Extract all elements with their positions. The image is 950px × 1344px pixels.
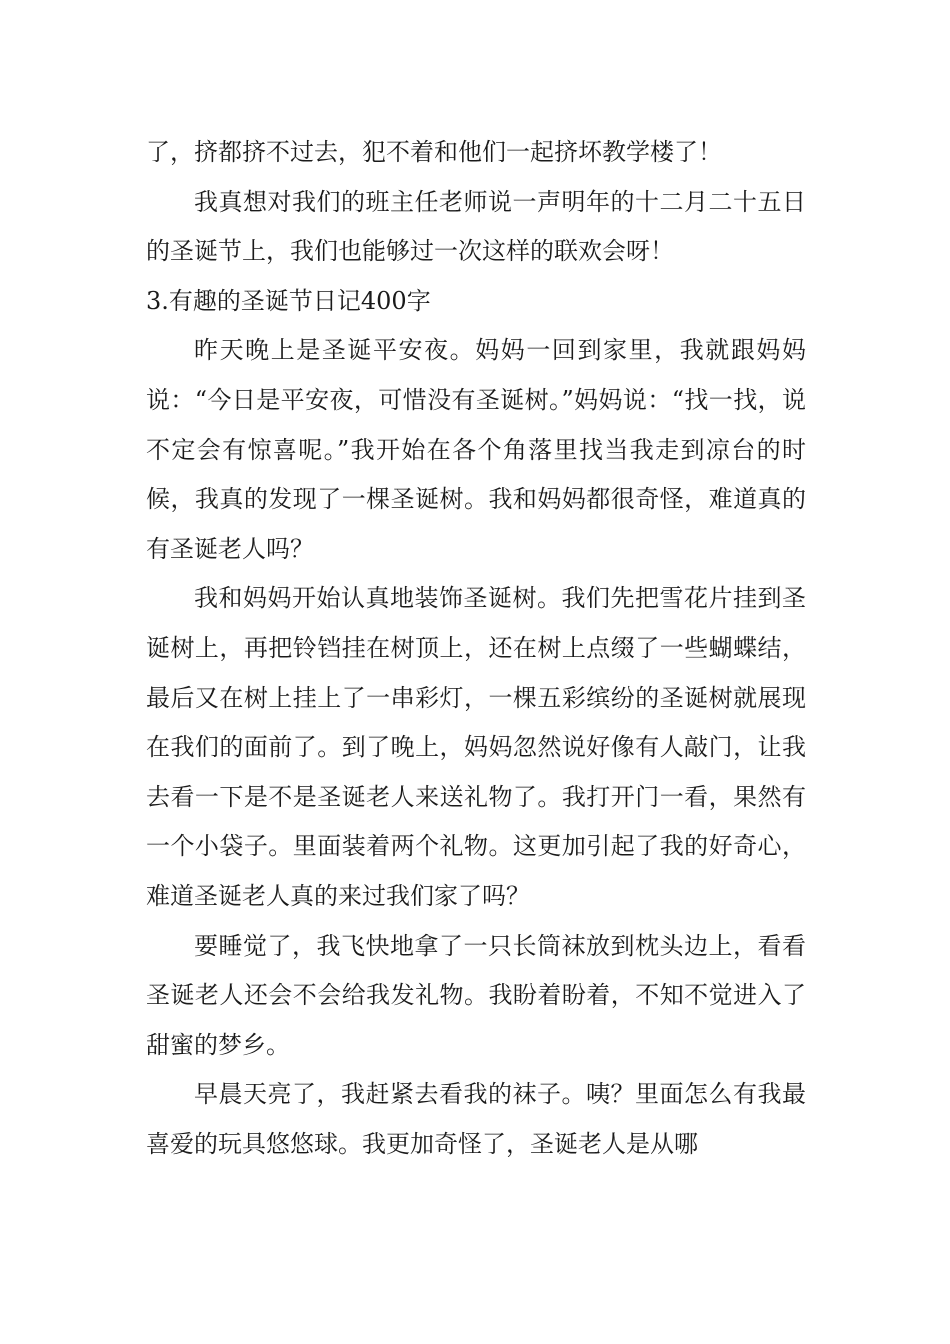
paragraph-continuation: 了，挤都挤不过去，犯不着和他们一起挤坏教学楼了！ (146, 138, 722, 166)
paragraph-bedtime: 要睡觉了，我飞快地拿了一只长筒袜放到枕头边上，看看圣诞老人还会不会给我发礼物。我盼着盼着，不知不觉进入了甜蜜的梦乡。 (146, 931, 806, 1059)
paragraph-decorating-tree: 我和妈妈开始认真地装饰圣诞树。我们先把雪花片挂到圣诞树上，再把铃铛挂在树顶上，还在树上点缀了一些蝴蝶结，最后又在树上挂上了一串彩灯，一棵五彩缤纷的圣诞树就展现在我们的面前了。到了晚上，妈妈忽然说好像有人敲门，让我去看一下是不是圣诞老人来送礼物了。我打开门一看，果然有一个小袋子。里面装着两个礼物。这更加引起了我的好奇心，难道圣诞老人真的来过我们家了吗？ (146, 584, 806, 910)
paragraph-christmas-eve: 昨天晚上是圣诞平安夜。妈妈一回到家里，我就跟妈妈说：“今日是平安夜，可惜没有圣诞树。”妈妈说：“找一找，说不定会有惊喜呢。”我开始在各个角落里找当我走到凉台的时候，我真的发现了一棵圣诞树。我和妈妈都很奇怪，难道真的有圣诞老人吗？ (146, 336, 806, 563)
section-heading: 3.有趣的圣诞节日记400字 (146, 286, 431, 315)
paragraph-morning: 早晨天亮了，我赶紧去看我的袜子。咦？里面怎么有我最喜爱的玩具悠悠球。我更加奇怪了，圣诞老人是从哪 (146, 1080, 806, 1158)
paragraph-wish: 我真想对我们的班主任老师说一声明年的十二月二十五日的圣诞节上，我们也能够过一次这样的联欢会呀！ (146, 187, 806, 266)
document-body (146, 128, 806, 1169)
